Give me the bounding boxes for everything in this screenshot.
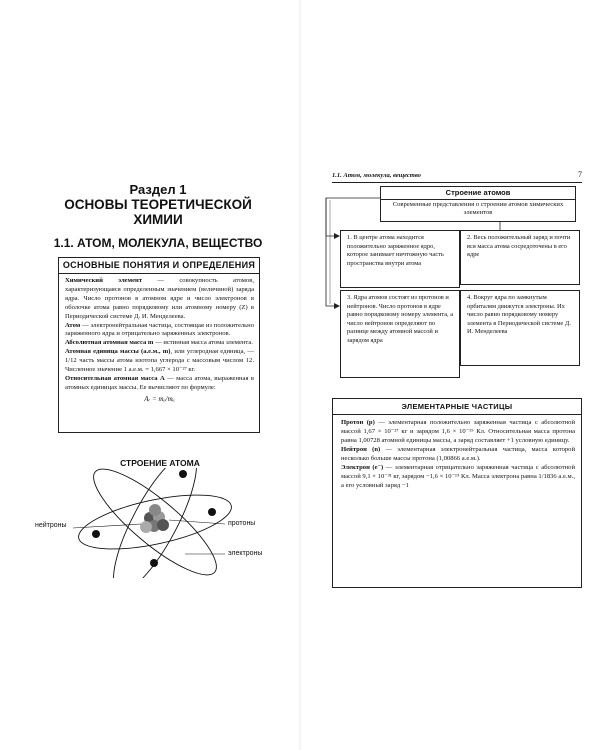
electron <box>208 508 216 516</box>
fact-box-2: 2. Весь положительный заряд и почти вся масса атома сосредоточены в его ядре <box>460 230 580 285</box>
running-header <box>332 172 582 183</box>
page-number: 7 <box>578 170 582 179</box>
electron <box>92 530 100 538</box>
elementary-particles-body <box>333 415 581 490</box>
arrow-to-fact3 <box>326 198 336 306</box>
elementary-particles-title: ЭЛЕМЕНТАРНЫЕ ЧАСТИЦЫ <box>333 399 581 415</box>
atom-structure-box <box>380 186 576 222</box>
fact-box-1: 1. В центре атома находится положительно заряженное ядро, которое занимает ничтожную часть пространства внутри атома <box>340 230 460 288</box>
atom-structure-title: СТРОЕНИЕ АТОМА <box>120 458 200 468</box>
section-title-line1: ОСНОВЫ ТЕОРЕТИЧЕСКОЙ <box>64 197 252 212</box>
particle-item <box>341 418 575 445</box>
fact-box-4: 4. Вокруг ядра по замкнутым орбиталям движутся электроны. Их число равно порядковому номеру элемента в Периодической системе Д. И. Менделеева <box>460 290 580 366</box>
atom-structure-box-title: Строение атомов <box>381 187 575 200</box>
formula: Aᵣ = mₐ/mᵤ <box>144 394 175 403</box>
electron <box>150 559 158 567</box>
definition-item <box>65 348 254 375</box>
neutrons-leader <box>73 524 141 528</box>
definition-text: , или углеродная единица, — 1/12 часть массы атома изотопа углерода с массовым числом 12. Численное значение 1 а.е.м. = 1,667 × 10⁻²⁷ кг. <box>65 348 254 374</box>
section-heading <box>40 182 276 227</box>
definition-text: — совокупность атомов, характеризующаяся определенным значением (величиной) заряда ядра. Число протонов в атомном ядре и число электронов в оболочке атома равно порядковому или атомному номеру (Z) в Периодической системе Д. И. Менделеева. <box>65 277 254 320</box>
definition-text: — масса атома, выраженная в атомных единицах массы. Ее вычисляют по формуле: <box>65 374 255 391</box>
particle-term: Нейтрон (n) <box>341 446 381 453</box>
neutrons-label: нейтроны <box>35 522 67 529</box>
fact-box-3: 3. Ядра атомов состоят из протонов и нейтронов. Число протонов в ядре равно порядковому номеру элемента, а число нейтронов определяют по разнице между атомной массой и зарядом ядра <box>340 290 460 378</box>
running-title: 1.1. Атом, молекула, вещество <box>332 172 421 179</box>
section-number: Раздел 1 <box>129 182 187 197</box>
definition-term: Атомная единица массы (а.е.м., m) <box>65 348 171 356</box>
elementary-particles-box <box>332 398 582 588</box>
right-page <box>300 0 600 750</box>
particle-text: — элементарная отрицательно заряженная частица с абсолютной массой 9,1 × 10⁻³¹ кг, зарядом −1,6 × 10⁻¹⁹ Кл. Масса электрона равна 1/1836 а.е.м., а его условный заряд −1 <box>341 464 576 489</box>
definitions-box <box>58 257 260 433</box>
protons-label: протоны <box>228 520 256 527</box>
chapter-title: 1.1. АТОМ, МОЛЕКУЛА, ВЕЩЕСТВО <box>53 236 263 250</box>
definition-item <box>65 375 254 393</box>
particle-item <box>341 445 575 463</box>
particle-term: Электрон (e⁻) <box>341 464 384 471</box>
atom-diagram <box>55 468 255 578</box>
definition-text: — электронейтральная частица, состоящая из положительно заряженного ядра и отрицательно заряженных электронов. <box>65 321 254 338</box>
definition-item <box>65 322 254 340</box>
definition-text: — истинная масса атома элемента. <box>153 339 253 347</box>
particle-text: — элементарная электронейтральная частица, масса которой несколько больше массы протона (1,00866 а.е.м.). <box>341 446 575 462</box>
definition-item <box>65 339 254 348</box>
section-title-line2: ХИМИИ <box>133 212 183 227</box>
nucleus <box>140 504 169 533</box>
definitions-body <box>59 274 259 404</box>
definition-term: Абсолютная атомная масса m <box>65 339 154 347</box>
definition-term: Химический элемент <box>65 277 143 284</box>
electrons-label: электроны <box>228 550 263 557</box>
atom-structure-box-text: Современные представления о строении атомов химических элементов <box>392 201 564 216</box>
definition-item <box>65 277 254 322</box>
particle-text: — элементарная положительно заряженная частица с абсолютной массой 1,67 × 10⁻²⁷ кг и зарядом 1,6 × 10⁻¹⁹ Кл. Относительная масса протона равна 1,00728 атомной единицы массы, а заряд составляет +1 условную единицу. <box>341 419 575 444</box>
definition-term: Атом <box>65 321 81 329</box>
definition-term: Относительная атомная масса A <box>65 374 165 382</box>
particle-term: Протон (p) <box>341 419 375 426</box>
definitions-box-title: ОСНОВНЫЕ ПОНЯТИЯ И ОПРЕДЕЛЕНИЯ <box>59 258 259 274</box>
electron <box>179 470 187 478</box>
protons-leader <box>169 520 225 524</box>
particle-item <box>341 463 575 490</box>
